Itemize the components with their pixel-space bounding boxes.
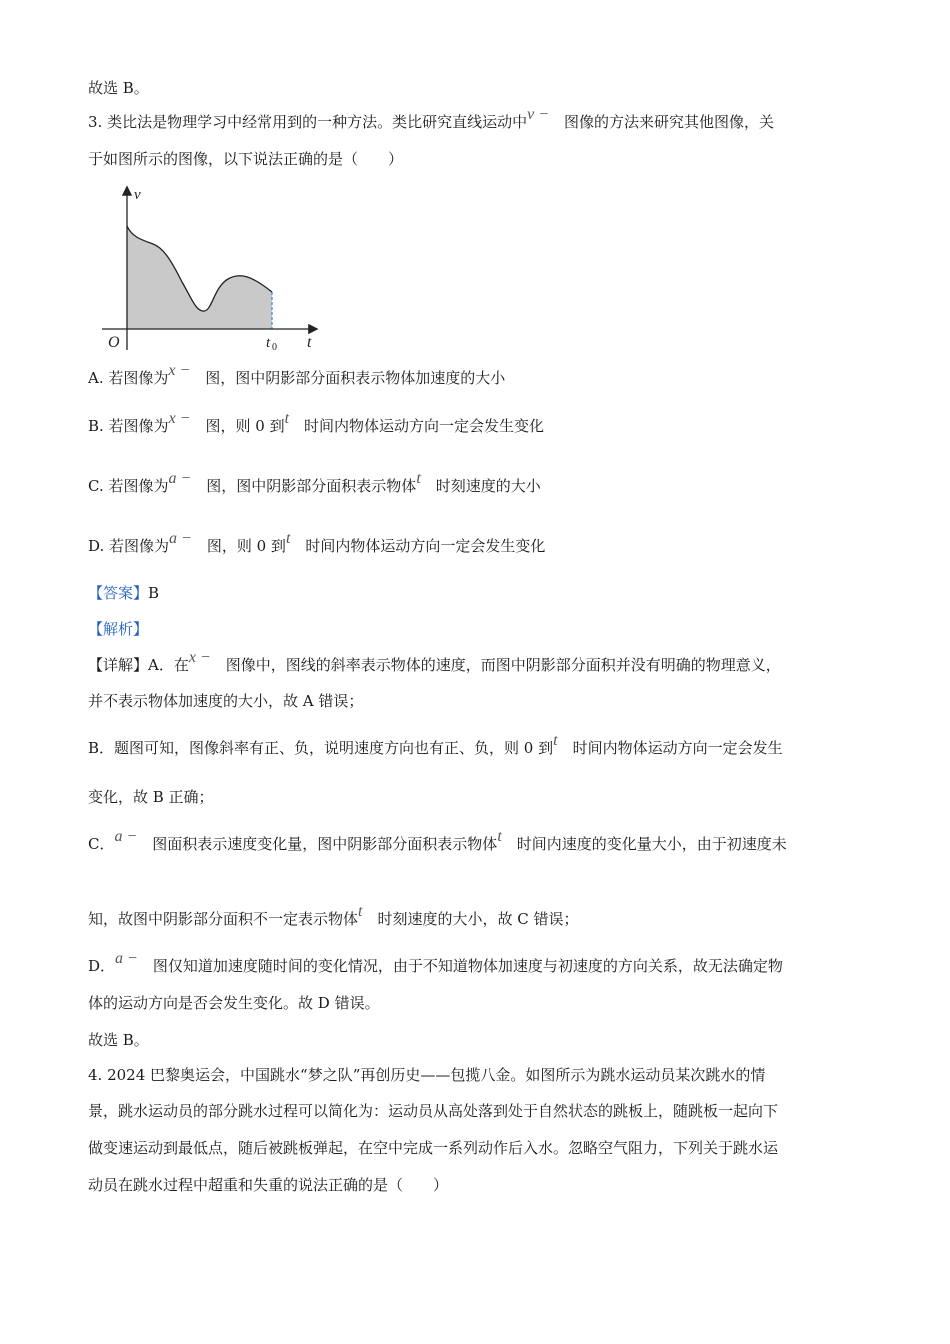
- option-b-symbol: x −: [168, 410, 191, 427]
- option-d-text-3: 时间内物体运动方向一定会发生变化: [305, 537, 546, 555]
- detail-c2-text-2: 时刻速度的大小，故 C 错误；: [377, 910, 579, 928]
- detail-c2-t: t: [358, 903, 363, 920]
- q4-line2: 景，跳水运动员的部分跳水过程可以简化为：运动员从高处落到处于自然状态的跳板上，随跳板一起向下: [88, 1102, 779, 1120]
- detail-b-text-1: B．题图可知，图像斜率有正、负，说明速度方向也有正、负，则 0 到: [88, 739, 554, 757]
- option-c-text-3: 时刻速度的大小: [435, 477, 541, 495]
- detail-c-line2: [88, 903, 579, 930]
- q4-line1: 4. 2024 巴黎奥运会，中国跳水“梦之队”再创历史——包揽八金。如图所示为跳水运动员某次跳水的情: [88, 1066, 766, 1084]
- detail-b-text-2: 时间内物体运动方向一定会发生: [572, 739, 783, 757]
- option-d-text-1: D. 若图像为: [88, 537, 170, 555]
- origin-label: O: [108, 334, 120, 351]
- analysis-tag: 【解析】: [88, 620, 149, 638]
- detail-d-line2: 体的运动方向是否会发生变化。故 D 错误。: [88, 994, 380, 1012]
- vt-graph: [98, 182, 328, 354]
- detail-c-t: t: [497, 828, 502, 845]
- detail-tag: 【详解】: [88, 656, 149, 674]
- q3-stem-line1: [88, 106, 775, 133]
- detail-b-line1: [88, 732, 783, 759]
- detail-d-line1: [88, 950, 783, 977]
- detail-c2-text-1: 知，故图中阴影部分面积不一定表示物体: [88, 910, 359, 928]
- option-b-text-2: 图，则 0 到: [205, 417, 285, 435]
- option-c-symbol: a −: [168, 470, 192, 487]
- detail-c-text-1: C．: [88, 835, 115, 853]
- option-b-text-3: 时间内物体运动方向一定会发生变化: [304, 417, 545, 435]
- detail-a-symbol: x −: [188, 649, 211, 666]
- t0-subscript: 0: [272, 342, 277, 353]
- detail-d-text-2: 图仅知道加速度随时间的变化情况，由于不知道物体加速度与初速度的方向关系，故无法确定物: [152, 957, 783, 975]
- detail-c-text-2: 图面积表示速度变化量，图中阴影部分面积表示物体: [152, 835, 498, 853]
- option-d[interactable]: [88, 530, 546, 557]
- detail-b-t: t: [553, 732, 558, 749]
- option-d-text-2: 图，则 0 到: [206, 537, 286, 555]
- detail-a-text-2: 图像中，图线的斜率表示物体的速度，而图中阴影部分面积并没有明确的物理意义，: [225, 656, 781, 674]
- option-c-t: t: [416, 470, 421, 487]
- q3-stem-line2: 于如图所示的图像，以下说法正确的是（ ）: [88, 150, 404, 168]
- detail-b-line2: 变化，故 B 正确；: [88, 788, 214, 806]
- q3-stem-b: 图像的方法来研究其他图像，关: [564, 113, 775, 131]
- option-c[interactable]: [88, 470, 541, 497]
- t0-label: t: [266, 335, 271, 351]
- y-axis-label: v: [134, 187, 141, 203]
- option-b-t: t: [284, 410, 290, 427]
- q4-line4: 动员在跳水过程中超重和失重的说法正确的是（ ）: [88, 1176, 449, 1194]
- option-b[interactable]: [88, 410, 545, 437]
- detail-a-text-1: A．在: [148, 656, 189, 674]
- v-symbol: v −: [527, 106, 549, 123]
- answer-value: B: [148, 584, 160, 602]
- option-a-text-2: 图，图中阴影部分面积表示物体加速度的大小: [205, 369, 506, 387]
- detail-d-text-1: D．: [88, 957, 116, 975]
- detail-c-text-3: 时间内速度的变化量大小，由于初速度未: [516, 835, 787, 853]
- option-b-text-1: B. 若图像为: [88, 417, 169, 435]
- option-a-text-1: A. 若图像为: [88, 369, 169, 387]
- prev-conclusion: 故选 B。: [88, 79, 149, 97]
- detail-d-symbol: a −: [115, 950, 138, 967]
- option-c-text-1: C. 若图像为: [88, 477, 169, 495]
- x-axis-label: t: [307, 334, 312, 351]
- option-c-text-2: 图，图中阴影部分面积表示物体: [206, 477, 417, 495]
- option-d-symbol: a −: [169, 530, 192, 547]
- q4-line3: 做变速运动到最低点，随后被跳板弹起，在空中完成一系列动作后入水。忽略空气阻力，下列关于跳水运: [88, 1139, 779, 1157]
- detail-c-symbol: a −: [114, 828, 138, 845]
- detail-a-line2: 并不表示物体加速度的大小，故 A 错误；: [88, 692, 364, 710]
- option-d-t: t: [285, 530, 291, 547]
- detail-a-line1: [88, 649, 781, 676]
- q3-conclusion: 故选 B。: [88, 1031, 149, 1049]
- option-a[interactable]: [88, 362, 506, 389]
- answer-line: [88, 583, 159, 603]
- detail-c-line1: [88, 828, 787, 855]
- answer-tag: 【答案】: [88, 584, 149, 602]
- q3-stem-a: 3. 类比法是物理学习中经常用到的一种方法。类比研究直线运动中: [88, 113, 528, 131]
- option-a-symbol: x −: [168, 362, 191, 379]
